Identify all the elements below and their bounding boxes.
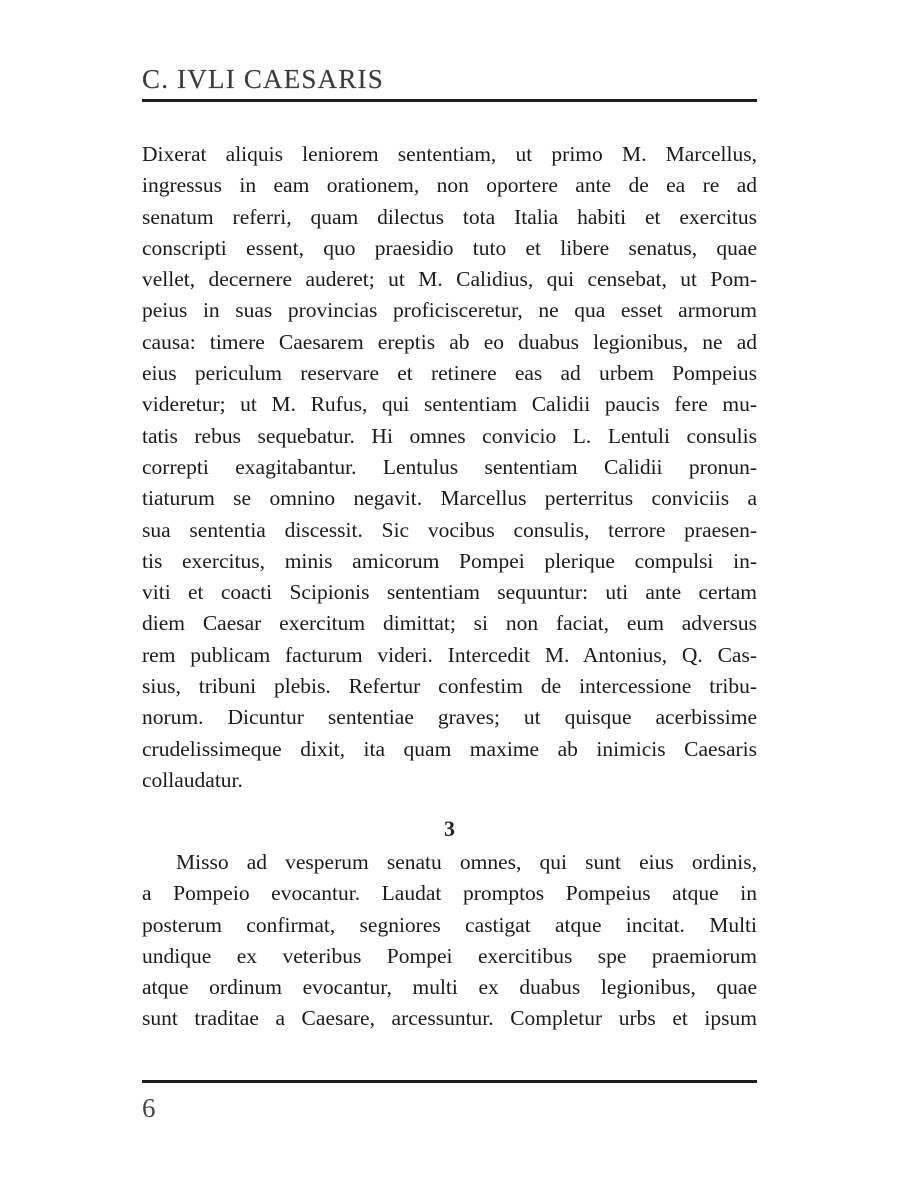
text-line: tis exercitus, minis amicorum Pompei plerique compulsi in-: [142, 548, 757, 573]
text-line: undique ex veteribus Pompei exercitibus spe praemiorum: [142, 943, 757, 968]
text-line: correpti exagitabantur. Lentulus sententiam Calidii pronun-: [142, 454, 757, 479]
page-number: 6: [142, 1093, 156, 1123]
text-line: vellet, decernere auderet; ut M. Calidius, qui censebat, ut Pom-: [142, 267, 757, 292]
text-line: diem Caesar exercitum dimittat; si non faciat, eum adversus: [142, 611, 757, 636]
running-head-title: C. IVLI CAESARIS: [142, 64, 384, 94]
book-page: [142, 0, 757, 1200]
header-rule: [142, 99, 757, 102]
paragraph-1: [142, 139, 757, 796]
text-line: posterum confirmat, segniores castigat atque incitat. Multi: [142, 912, 757, 937]
text-line: videretur; ut M. Rufus, qui sententiam Calidii paucis fere mu-: [142, 392, 757, 417]
text-line: sius, tribuni plebis. Refertur confestim de intercessione tribu-: [142, 674, 757, 699]
text-line: ingressus in eam orationem, non oportere ante de ea re ad: [142, 173, 757, 198]
text-line: sunt traditae a Caesare, arcessuntur. Completur urbs et ipsum: [142, 1006, 757, 1031]
text-line: senatum referri, quam dilectus tota Italia habiti et exercitus: [142, 204, 757, 229]
section-number: 3: [444, 816, 455, 841]
footer-rule: [142, 1080, 757, 1083]
text-line: eius periculum reservare et retinere eas ad urbem Pompeius: [142, 361, 757, 386]
text-line: tiaturum se omnino negavit. Marcellus perterritus conviciis a: [142, 486, 757, 511]
text-line: a Pompeio evocantur. Laudat promptos Pompeius atque in: [142, 881, 757, 906]
text-line: sua sententia discessit. Sic vocibus consulis, terrore praesen-: [142, 517, 757, 542]
text-line: crudelissimeque dixit, ita quam maxime ab inimicis Caesaris: [142, 736, 757, 761]
text-line: norum. Dicuntur sententiae graves; ut quisque acerbissime: [142, 705, 757, 730]
text-line: rem publicam facturum videri. Intercedit M. Antonius, Q. Cas-: [142, 642, 757, 667]
text-line: causa: timere Caesarem ereptis ab eo duabus legionibus, ne ad: [142, 329, 757, 354]
text-line: Misso ad vesperum senatu omnes, qui sunt eius ordinis,: [176, 850, 757, 874]
text-line: peius in suas provincias proficisceretur, ne qua esset armorum: [142, 298, 757, 323]
text-line: conscripti essent, quo praesidio tuto et libere senatus, quae: [142, 235, 757, 260]
text-line: Dixerat aliquis leniorem sententiam, ut primo M. Marcellus,: [142, 142, 757, 166]
text-line: viti et coacti Scipionis sententiam sequuntur: uti ante certam: [142, 580, 757, 605]
paragraph-2: [142, 847, 757, 1035]
text-line: atque ordinum evocantur, multi ex duabus legionibus, quae: [142, 975, 757, 1000]
text-line: tatis rebus sequebatur. Hi omnes convicio L. Lentuli consulis: [142, 423, 757, 448]
text-line: collaudatur.: [142, 767, 243, 792]
